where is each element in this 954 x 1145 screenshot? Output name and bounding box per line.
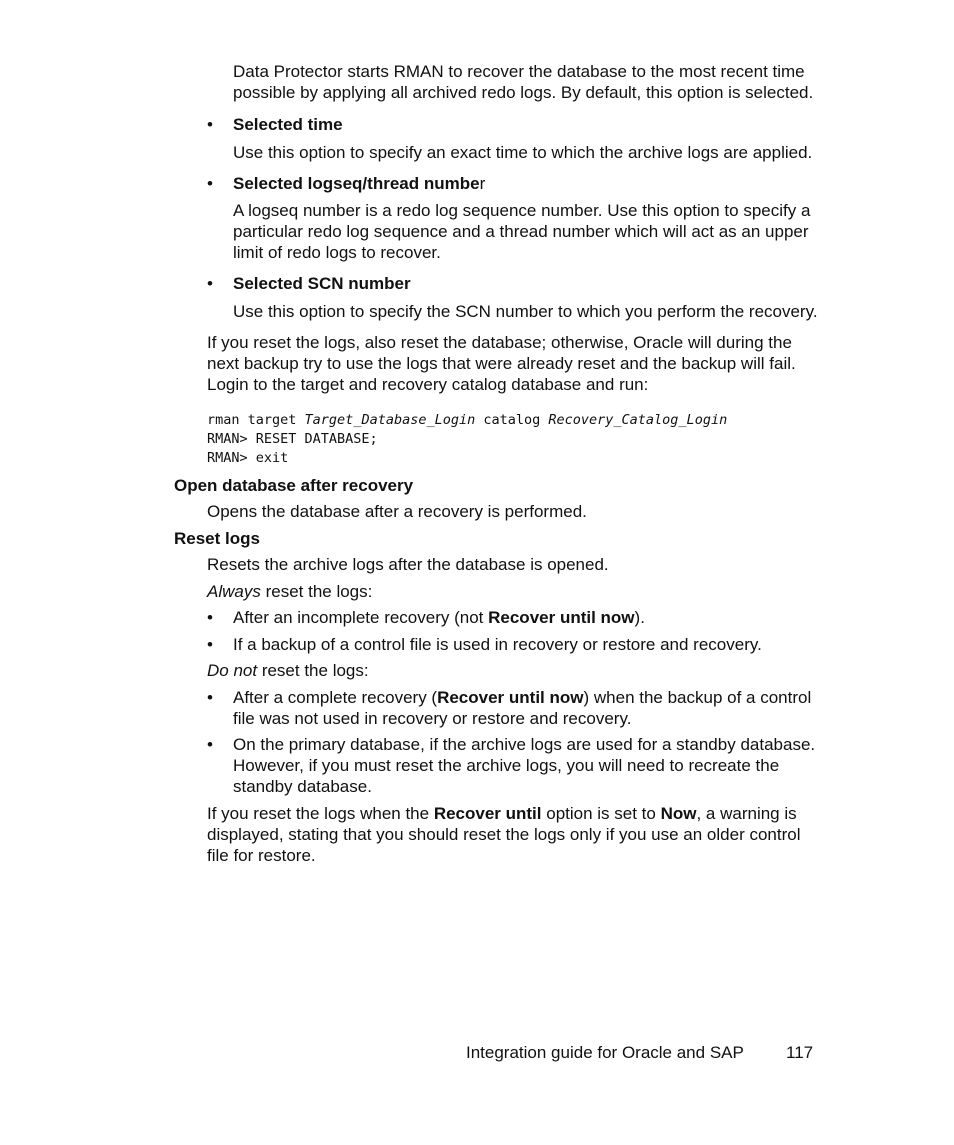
bullet-marker: • <box>207 735 213 754</box>
page-number: 117 <box>786 1043 814 1062</box>
donot-item-2: On the primary database, if the archive logs are used for a standby database. However, if you must reset the archive logs, you will need to recreate the standby database. <box>233 735 816 796</box>
bullet-marker: • <box>207 608 213 627</box>
option-desc-logseq: A logseq number is a redo log sequence number. Use this option to specify a particular redo log sequence and a thread number which will act as an upper limit of redo logs to recover. <box>233 201 811 262</box>
donot-reset-line: Do not reset the logs: <box>207 661 369 680</box>
heading-reset-logs: Reset logs <box>174 529 260 548</box>
bullet-marker: • <box>207 274 213 293</box>
reset-logs-text: Resets the archive logs after the database is opened. <box>207 555 609 574</box>
warning-paragraph: If you reset the logs when the Recover until option is set to Now, a warning is displayed, stating that you should reset the logs only if you use an older control file for restore. <box>207 804 801 865</box>
option-desc-selected-time: Use this option to specify an exact time to which the archive logs are applied. <box>233 143 813 162</box>
donot-item-1: After a complete recovery (Recover until now) when the backup of a control file was not used in recovery or restore and recovery. <box>233 688 812 728</box>
code-line-1: rman target Target_Database_Login catalog Recovery_Catalog_Login <box>207 412 728 428</box>
always-item-1: After an incomplete recovery (not Recover until now). <box>233 608 645 627</box>
bullet-marker: • <box>207 174 213 193</box>
intro-paragraph: Data Protector starts RMAN to recover the database to the most recent time possible by applying all archived redo logs. By default, this option is selected. <box>233 62 814 102</box>
code-line-3: RMAN> exit <box>207 450 289 466</box>
bullet-marker: • <box>207 635 213 654</box>
bullet-marker: • <box>207 688 213 707</box>
always-item-2: If a backup of a control file is used in recovery or restore and recovery. <box>233 635 762 654</box>
option-title-selected-time: Selected time <box>233 115 343 134</box>
always-reset-line: Always reset the logs: <box>207 582 373 601</box>
option-title-logseq: Selected logseq/thread number <box>233 174 486 193</box>
open-database-text: Opens the database after a recovery is performed. <box>207 502 587 521</box>
reset-note-paragraph: If you reset the logs, also reset the database; otherwise, Oracle will during the next backup try to use the logs that were already reset and the backup will fail. Login to the target and recovery catalog database and run: <box>207 333 796 394</box>
code-line-2: RMAN> RESET DATABASE; <box>207 431 378 447</box>
heading-open-database: Open database after recovery <box>174 476 414 495</box>
footer-title: Integration guide for Oracle and SAP <box>466 1043 744 1062</box>
bullet-marker: • <box>207 115 213 134</box>
option-desc-scn: Use this option to specify the SCN number to which you perform the recovery. <box>233 302 818 321</box>
option-title-scn: Selected SCN number <box>233 274 411 293</box>
